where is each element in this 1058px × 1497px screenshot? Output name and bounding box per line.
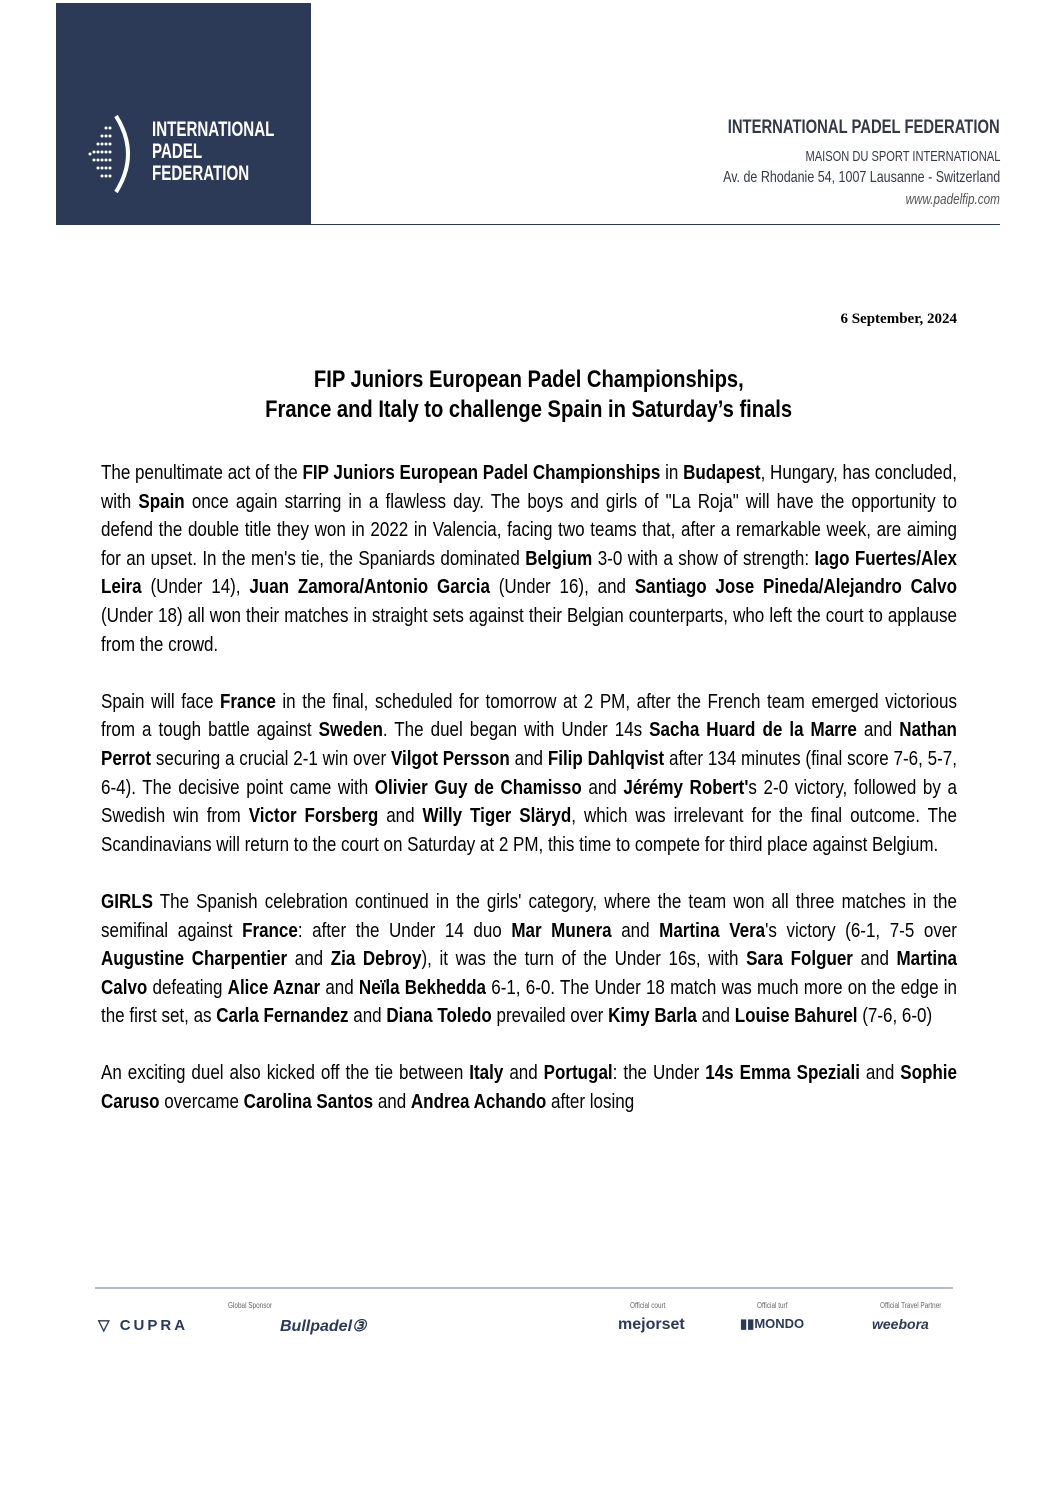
bold-text: Sara Folguer [746,948,853,971]
article-paragraph [101,459,957,659]
org-address: Av. de Rhodanie 54, 1007 Lausanne - Switzerland [722,169,1000,186]
bold-text: Martina Calvo [101,948,957,999]
text: , which was irrelevant for the final outcome. The Scandinavians will return to the court on Saturday at 2 PM, this time to compete for third place against Belgium. [101,805,957,856]
bold-text: Spain [138,490,185,513]
bold-text: Neïla Bekhedda [358,976,487,999]
bold-text: Carla Fernandez [216,1005,349,1028]
global-sponsor-label: Global Sponsor [228,1301,273,1310]
page-title [0,365,1058,425]
text: and [696,1005,735,1028]
cupra-icon: ▽ [98,1317,113,1334]
article-paragraph [101,688,957,860]
text: and [859,1062,901,1085]
mondo-logo [740,1316,804,1332]
text: and [581,776,624,799]
title-line-1: FIP Juniors European Padel Championships, [314,366,744,393]
release-date: 6 September, 2024 [840,311,957,327]
bold-text: Sweden [318,719,383,742]
bold-text: Louise Bahurel [734,1005,858,1028]
bold-text: Augustine Charpentier [101,948,288,971]
bold-text: Santiago Jose Pineda/Alejandro Calvo [634,576,957,599]
official-turf-label: Official turf [757,1301,788,1310]
bold-text: Portugal [543,1062,613,1085]
bold-text: Martina Vera [659,919,766,942]
text: and [287,948,331,971]
bold-text: Jérémy Robert' [623,776,749,799]
footer-divider [95,1287,953,1289]
text: and [852,948,897,971]
bold-text: Iago Fuertes/Alex Leira [101,547,957,599]
bullpadel-logo [280,1316,366,1336]
bold-text: Sacha Huard de la Marre [649,719,857,742]
text: and [611,919,660,942]
bold-text: Alice Aznar [227,976,321,999]
article-body [101,459,957,1145]
text: ), it was the turn of the Under 16s, with [421,948,747,971]
bold-text: Andrea Achando [410,1091,547,1114]
text: , Hungary, has concluded, with [101,462,957,513]
text: after 134 minutes (final score 7-6, 5-7, 6-4). The decisive point came with [101,747,957,799]
bold-text: Victor Forsberg [248,805,379,828]
header-divider [311,224,1000,225]
mejorset-logo: mejorset [618,1316,685,1333]
bold-text: Filip Dahlqvist [547,747,665,770]
bold-text: Diana Toledo [386,1005,492,1028]
bold-text: Budapest [683,462,761,484]
article-paragraph [101,888,957,1031]
text: after losing [546,1091,635,1114]
bold-text: GIRLS [101,890,153,913]
mondo-bars-icon: ▮▮ [740,1316,755,1331]
bold-text: Juan Zamora/Antonio Garcia [249,576,490,599]
text: overcame [159,1091,244,1114]
text: (Under 18) all won their matches in straight sets against their Belgian counterparts, who left the court to applause from the crowd. [101,604,957,656]
bold-text: Mar Munera [511,919,612,942]
bold-text: Willy Tiger Släryd [422,805,572,828]
text: : after the Under 14 duo [297,919,512,942]
article-paragraph [101,1059,957,1116]
org-website[interactable]: www.padelfip.com [905,191,1000,208]
bold-text: France [220,690,276,713]
bold-text: Nathan Perrot [101,719,957,770]
text: : the Under [612,1062,706,1085]
bold-text: Italy [469,1062,504,1085]
text: s 2-0 victory, followed by a Swedish win from [101,776,957,828]
bold-text: Carolina Santos [243,1091,374,1114]
travel-partner-label: Official Travel Partner [880,1301,942,1310]
weebora-logo: weebora [872,1316,929,1332]
text: The Spanish celebration continued in the girls' category, where the team won all three matches in the semifinal against [101,890,957,942]
bullpadel-3-icon: ③ [352,1318,367,1335]
org-name: INTERNATIONAL PADEL FEDERATION [728,117,1000,138]
bullpadel-text: Bullpadel [280,1318,353,1335]
text: prevailed over [491,1005,609,1028]
text: and [856,719,900,742]
org-building: MAISON DU SPORT INTERNATIONAL [805,148,1000,165]
text: once again starring in a flawless day. The boys and girls of "La Roja" will have the opportunity to defend the double title they won in 2022 in Valencia, facing two teams that, after a remarkable week, are aiming for an upset. In the men's tie, the Spaniards dominated [101,490,957,570]
text: 3-0 with a show of strength: [592,547,815,570]
logo-text [152,119,274,185]
text: . The duel began with Under 14s [382,719,650,742]
text: and [509,747,548,770]
bold-text: Kimy Barla [608,1005,697,1028]
text: securing a crucial 2-1 win over [151,747,391,770]
text: defeating [147,976,228,999]
fip-logo [56,3,311,225]
text: and [503,1062,544,1085]
title-line-2: France and Italy to challenge Spain in Saturday’s finals [265,396,793,423]
text: and [378,805,423,828]
text: in [660,462,684,484]
text: and [373,1091,411,1114]
text: in the final, scheduled for tomorrow at 2 PM, after the French team emerged victorious from a tough battle against [101,690,957,742]
logo-line: FEDERATION [152,162,250,185]
text: 's victory (6-1, 7-5 over [765,919,957,942]
text: and [320,976,359,999]
text: An exciting duel also kicked off the tie between [101,1062,470,1085]
padel-ball-icon [84,114,144,194]
bold-text: Vilgot Persson [390,747,510,770]
text: Spain will face [101,690,221,713]
logo-line: INTERNATIONAL [152,118,275,141]
bold-text: Belgium [525,547,593,570]
text: (7-6, 6-0) [857,1005,933,1028]
bold-text: Zia Debroy [330,948,422,971]
text: (Under 16), and [489,576,635,599]
text: The penultimate act of the [101,462,303,484]
logo-line: PADEL [152,140,203,163]
mondo-text: MONDO [754,1316,805,1331]
text: and [348,1005,387,1028]
bold-text: Sophie Caruso [101,1062,957,1114]
cupra-logo [98,1316,188,1334]
cupra-text: CUPRA [119,1317,189,1334]
bold-text: 14s Emma Speziali [705,1062,860,1085]
bold-text: FIP Juniors European Padel Championships [302,462,661,484]
official-court-label: Official court [630,1301,666,1310]
text: (Under 14), [141,576,250,599]
text: 6-1, 6-0. The Under 18 match was much more on the edge in the first set, as [101,976,957,1028]
bold-text: France [242,919,298,942]
bold-text: Olivier Guy de Chamisso [374,776,582,799]
